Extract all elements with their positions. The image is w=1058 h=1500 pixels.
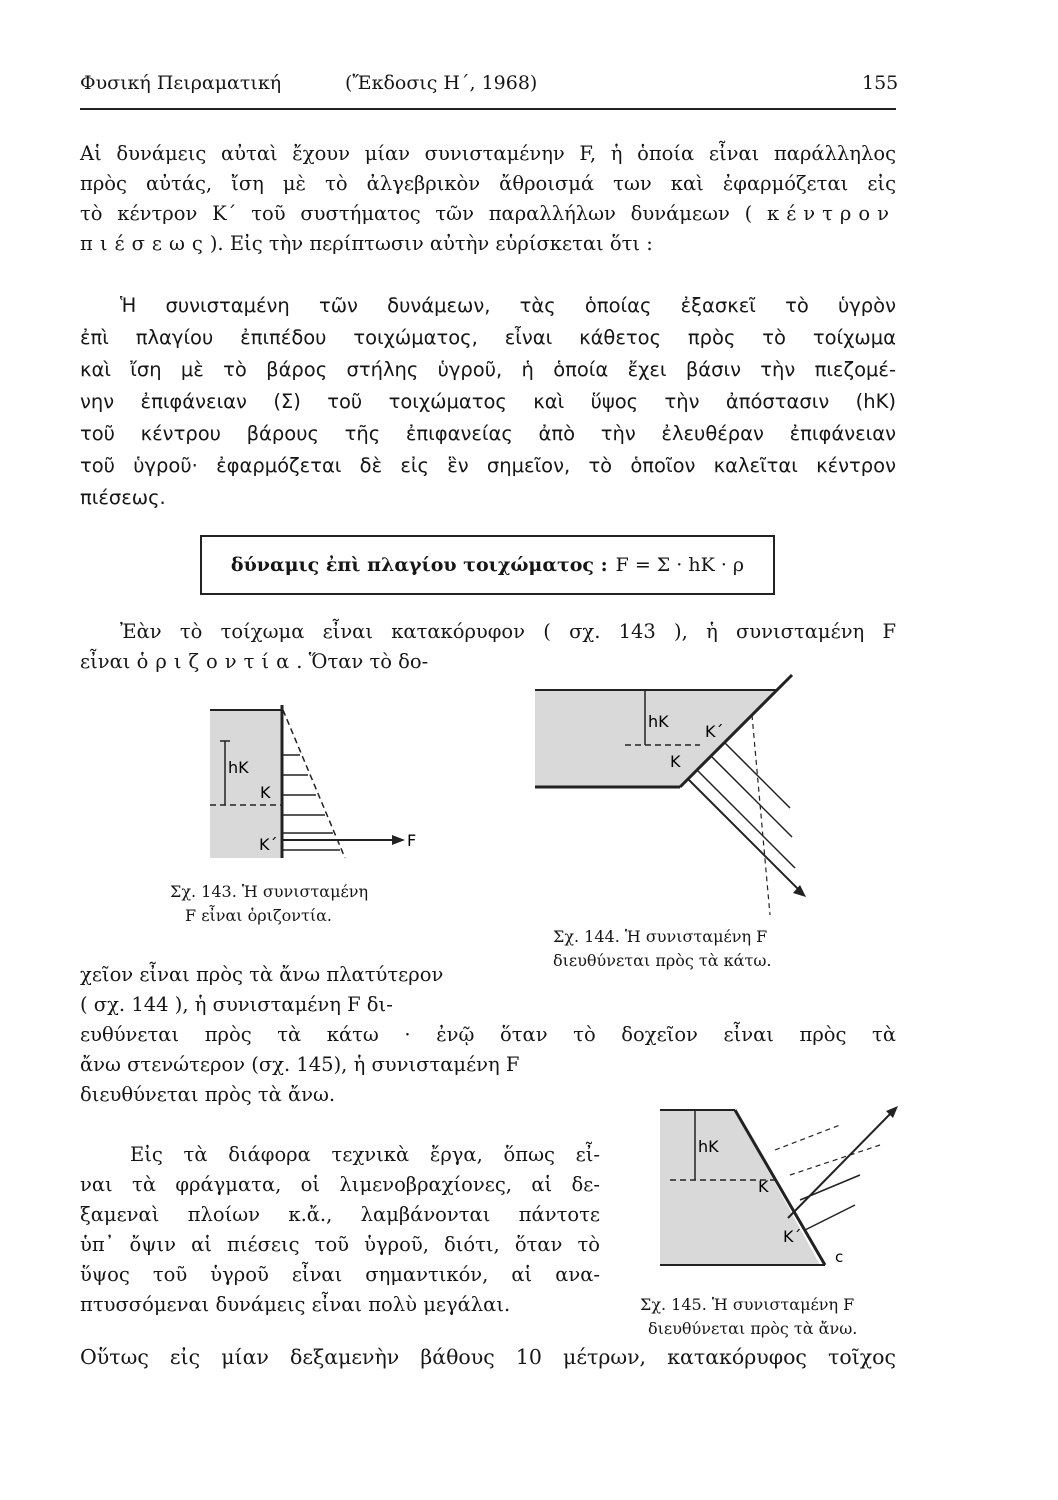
text-line: καὶ ἴση μὲ τὸ βάρος στήλης ὑγροῦ, ἡ ὁποία ἔχει βάσιν τὴν πιεζομέ- <box>80 358 896 381</box>
figure-145 <box>640 1090 905 1285</box>
text-line: Οὕτως εἰς μίαν δεξαμενὴν βάθους 10 μέτρων, κατακόρυφος τοῖχος <box>80 1345 896 1369</box>
text-line: Ἐὰν τὸ τοίχωμα εἶναι κατακόρυφον ( σχ. 143 ), ἡ συνισταμένη F <box>120 620 896 643</box>
text-line: ξαμεναὶ πλοίων κ.ἄ., λαμβάνονται πάντοτε <box>80 1203 600 1226</box>
text-line: τὸ κέντρον Κ΄ τοῦ συστήματος τῶν παραλλήλων δυνάμεων ( κέντρον <box>80 202 896 225</box>
emphasis-spaced: πιέσεως <box>80 232 210 255</box>
caption-fig-143: Σχ. 143. Ἡ συνισταμένη F εἶναι ὁριζοντία. <box>170 882 369 925</box>
text-line: Αἱ δυνάμεις αὐταὶ ἔχουν μίαν συνισταμένην F, ἡ ὁποία εἶναι παράλληλος <box>80 142 896 165</box>
label-hk: hΚ <box>698 1137 719 1156</box>
figure-144 <box>530 665 860 925</box>
text-line: Ἡ συνισταμένη τῶν δυνάμεων, τὰς ὁποίας ἐξασκεῖ τὸ ὑγρὸν <box>120 294 896 317</box>
text-line: ναι τὰ φράγματα, οἱ λιμενοβραχίονες, αἱ δε- <box>80 1173 600 1196</box>
text-line: τοῦ κέντρου βάρους τῆς ἐπιφανείας ἀπὸ τὴν ἐλευθέραν ἐπιφάνειαν <box>80 422 896 445</box>
pressure-triangle <box>283 710 345 858</box>
label-f: F <box>407 831 417 850</box>
paragraph-1 <box>80 139 896 259</box>
text-line: ὕψος τοῦ ὑγροῦ εἶναι σημαντικόν, αἱ ανα- <box>80 1263 600 1286</box>
text-line: πιέσεως. <box>80 486 166 509</box>
text-line: διευθύνεται πρὸς τὰ ἄνω. <box>80 1083 336 1106</box>
resultant-arrow <box>788 1112 892 1218</box>
text-line: εἶναι ὁριζοντία. Ὅταν τὸ δο- <box>80 650 429 673</box>
text-line: ( σχ. 144 ), ἡ συνισταμένη F δι- <box>80 993 393 1016</box>
text-line: πτυσσόμεναι δυνάμεις εἶναι πολὺ μεγάλαι. <box>80 1293 511 1316</box>
label-hk: hΚ <box>648 712 669 731</box>
text-line: ευθύνεται πρὸς τὰ κάτω · ἐνῷ ὅταν τὸ δοχεῖον εἶναι πρὸς τὰ <box>80 1023 896 1046</box>
running-header-edition: (Ἔκδοσις Η΄, 1968) <box>345 72 538 94</box>
text-line: Εἰς τὰ διάφορα τεχνικὰ ἔργα, ὅπως εἶ- <box>130 1143 600 1166</box>
text-line: ἐπὶ πλαγίου ἐπιπέδου τοιχώματος, εἶναι κάθετος πρὸς τὸ τοίχωμα <box>80 326 896 349</box>
paragraph-4-last-line <box>80 1342 896 1372</box>
paragraph-4 <box>80 1140 600 1320</box>
formula-expression: F = Σ · hΚ · ρ <box>615 554 745 576</box>
caption-fig-145: Σχ. 145. Ἡ συνισταμένη F διευθύνεται πρὸς τὰ ἄνω. <box>640 1295 858 1338</box>
paragraph-3 <box>80 960 896 1110</box>
text-line: ὑπ᾽ ὄψιν αἱ πιέσεις τοῦ ὑγροῦ, διότι, ὅταν τὸ <box>80 1233 600 1256</box>
label-k: Κ <box>260 783 271 802</box>
caption-fig-144: Σχ. 144. Ἡ συνισταμένη F διευθύνεται πρὸς τὰ κάτω. <box>553 927 772 970</box>
formula-box <box>200 535 775 595</box>
label-c: c <box>835 1248 844 1266</box>
text-line: ἄνω στενώτερον (σχ. 145), ἡ συνισταμένη F <box>80 1053 520 1076</box>
page-number: 155 <box>862 72 899 94</box>
label-k: Κ <box>670 752 681 771</box>
text-line: χεῖον εἶναι πρὸς τὰ ἄνω πλατύτερον <box>80 963 444 986</box>
label-k: Κ <box>758 1177 769 1196</box>
text-line: νην ἐπιφάνειαν (Σ) τοῦ τοιχώματος καὶ ὕψος τὴν ἀπόστασιν (hΚ) <box>80 390 896 413</box>
liquid-fill <box>535 690 778 787</box>
label-k-prime: Κ΄ <box>259 835 278 854</box>
label-hk: hΚ <box>228 758 249 777</box>
resultant-arrow <box>688 779 800 891</box>
header-rule <box>80 108 896 110</box>
label-k-prime: Κ΄ <box>705 722 724 741</box>
text-line: πρὸς αὐτάς, ἴση μὲ τὸ ἀλγεβρικὸν ἄθροισμά των καὶ ἐφαρμόζεται εἰς <box>80 172 896 195</box>
formula-label: δύναμις ἐπὶ πλαγίου τοιχώματος : <box>230 554 608 576</box>
running-header-title: Φυσική Πειραματική <box>80 72 282 94</box>
rule-statement <box>80 290 896 514</box>
figure-143 <box>195 700 435 875</box>
emphasis-spaced: ὁριζοντία <box>136 650 297 673</box>
emphasis-spaced: κέντρον <box>767 202 896 225</box>
text-line: τοῦ ὑγροῦ· ἐφαρμόζεται δὲ εἰς ἓν σημεῖον, τὸ ὁποῖον καλεῖται κέντρον <box>80 454 896 477</box>
text-line: πιέσεως). Εἰς τὴν περίπτωσιν αὐτὴν εὑρίσκεται ὅτι : <box>80 232 653 255</box>
label-k-prime: Κ΄ <box>783 1227 802 1246</box>
